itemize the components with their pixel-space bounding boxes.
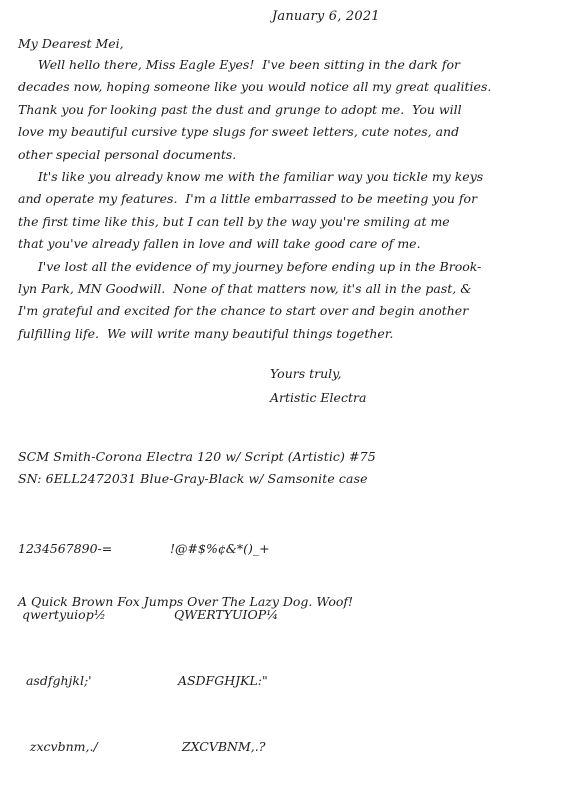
keyboard-row: ASDFGHJKL:" (170, 673, 268, 688)
letter-line: that you've already fallen in love and will take good care of me. (18, 236, 421, 252)
letter-line: I'm grateful and excited for the chance to start over and begin another (18, 303, 469, 319)
letter-line: decades now, hoping someone like you would notice all my great qualities. (18, 79, 492, 95)
keyboard-row: qwertyuiop½ (18, 607, 106, 622)
letter-line: the first time like this, but I can tell by the way you're smiling at me (18, 213, 450, 229)
keyboard-row: !@#$%¢&*()_+ (170, 541, 270, 556)
letter-body (18, 54, 550, 345)
keyboard-row: 1234567890-= (18, 541, 113, 556)
signature: Artistic Electra (270, 390, 367, 405)
keyboard-row: asdfghjkl;' (18, 673, 92, 688)
typewriter-serial: SN: 6ELL2472031 Blue-Gray-Black w/ Samsonite case (18, 471, 368, 486)
keyboard-row: QWERTYUIOP¼ (170, 607, 279, 622)
keyboard-row: zxcvbnm,./ (18, 739, 98, 754)
keyboard-uppercase-sample (170, 494, 278, 802)
keyboard-row: ZXCVBNM,.? (170, 739, 266, 754)
keyboard-lowercase-sample (18, 494, 112, 802)
letter-line: Well hello there, Miss Eagle Eyes! I've been sitting in the dark for (18, 57, 460, 72)
letter-line: fulfilling life. We will write many beautiful things together. (18, 325, 394, 341)
letter-line: lyn Park, MN Goodwill. None of that matters now, it's all in the past, & (18, 281, 472, 297)
typewriter-model: SCM Smith-Corona Electra 120 w/ Script (Artistic) #75 (18, 449, 376, 464)
letter-line: and operate my features. I'm a little embarrassed to be meeting you for (18, 191, 478, 207)
pangram-line: A Quick Brown Fox Jumps Over The Lazy Dog. Woof! (18, 594, 354, 609)
letter-line: It's like you already know me with the familiar way you tickle my keys (18, 169, 484, 185)
letter-line: Thank you for looking past the dust and grunge to adopt me. You will (18, 101, 462, 117)
valediction: Yours truly, (270, 366, 342, 381)
letter-line: other special personal documents. (18, 146, 237, 162)
typewriter-spec (18, 446, 376, 490)
letter-date: January 6, 2021 (272, 9, 380, 24)
letter-line: I've lost all the evidence of my journey before ending up in the Brook- (18, 258, 482, 274)
letter-salutation: My Dearest Mei, (18, 36, 124, 51)
letter-closing (270, 362, 366, 410)
letter-line: love my beautiful cursive type slugs for sweet letters, cute notes, and (18, 124, 460, 140)
